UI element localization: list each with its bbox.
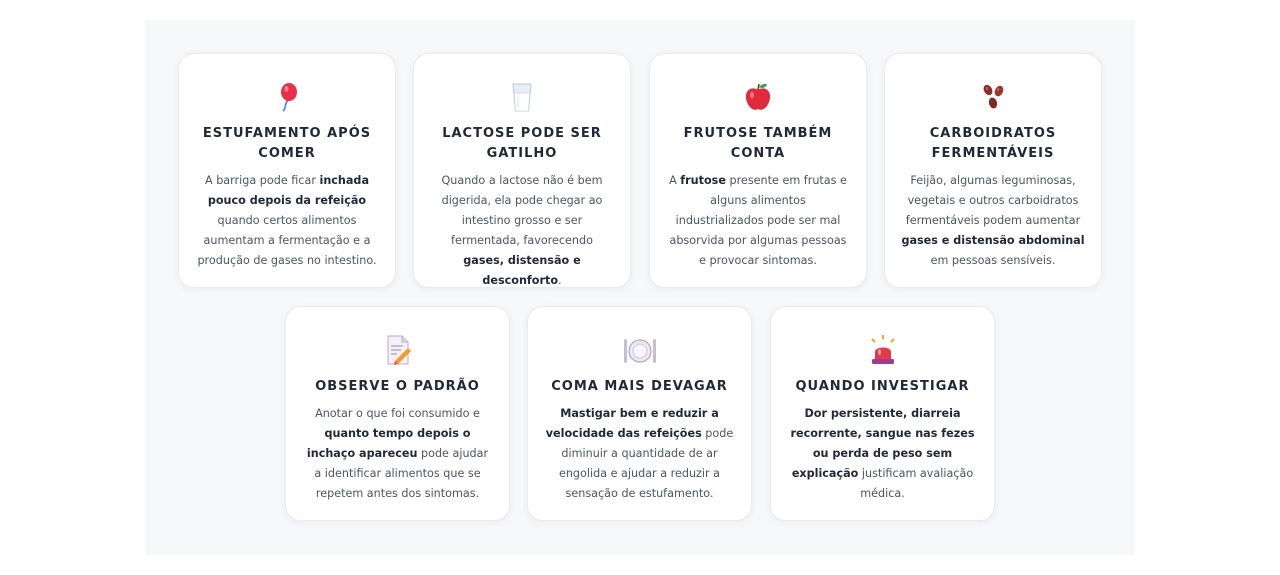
- card-text-segment: Quando a lactose não é bem digerida, ela pode chegar ao intestino grosso e ser fermentada, favorecendo: [441, 174, 603, 247]
- card-text-segment: em pessoas sensíveis.: [930, 254, 1056, 267]
- card-text-emphasis: Dor persistente, diarreia recorrente, sangue nas fezes ou perda de peso sem explicação: [790, 407, 975, 480]
- card-coma-devagar: [527, 306, 752, 521]
- card-quando-investigar: [770, 306, 995, 521]
- card-title: COMA MAIS DEVAGAR: [551, 379, 728, 394]
- card-text-emphasis: gases, distensão e desconforto: [463, 254, 581, 287]
- card-observe: [285, 306, 510, 521]
- card-frutose: [649, 53, 867, 288]
- card-title: OBSERVE O PADRÃO: [315, 379, 480, 394]
- card-text-emphasis: inchada pouco depois da refeição: [207, 174, 369, 207]
- card-text-emphasis: quanto tempo depois o inchaço apareceu: [306, 427, 471, 460]
- card-title: QUANDO INVESTIGAR: [795, 379, 970, 394]
- card-text-segment: presente em frutas e alguns alimentos industrializados pode ser mal absorvida por algumas pessoas e provocar sintomas.: [669, 174, 847, 267]
- card-text-segment: pode diminuir a quantidade de ar engolida e ajudar a reduzir a sensação de estufamento.: [558, 427, 734, 500]
- apple-icon: [742, 81, 774, 113]
- card-text-segment: pode ajudar a identificar alimentos que se repetem antes dos sintomas.: [314, 447, 489, 500]
- card-text: [666, 171, 850, 271]
- balloon-icon: [271, 81, 303, 113]
- card-text: [901, 171, 1085, 271]
- milk-glass-icon: [506, 81, 538, 113]
- plate-cutlery-icon: [624, 334, 656, 366]
- card-text: [430, 171, 614, 291]
- card-text: [787, 404, 978, 504]
- card-text-segment: .: [558, 274, 562, 287]
- card-title: FRUTOSE TAMBÉM CONTA: [683, 126, 833, 161]
- card-estufamento: [178, 53, 396, 288]
- card-text-emphasis: gases e distensão abdominal: [901, 234, 1085, 247]
- beans-icon: [977, 81, 1009, 113]
- card-title: ESTUFAMENTO APÓS COMER: [202, 126, 372, 161]
- card-text-segment: quando certos alimentos aumentam a fermentação e a produção de gases no intestino.: [197, 214, 377, 267]
- card-text: [544, 404, 735, 504]
- card-text-segment: A: [669, 174, 681, 187]
- card-text-segment: Feijão, algumas leguminosas, vegetais e outros carboidratos fermentáveis podem aumentar: [905, 174, 1081, 227]
- card-title: CARBOIDRATOS FERMENTÁVEIS: [929, 126, 1057, 161]
- card-lactose: [413, 53, 631, 288]
- memo-icon: [382, 334, 414, 366]
- card-title: LACTOSE PODE SER GATILHO: [442, 126, 602, 161]
- card-text-segment: Anotar o que foi consumido e: [315, 407, 480, 420]
- card-text: [302, 404, 493, 504]
- siren-icon: [867, 334, 899, 366]
- card-text: [195, 171, 379, 271]
- card-carboidratos: [884, 53, 1102, 288]
- card-text-emphasis: Mastigar bem e reduzir a velocidade das refeições: [545, 407, 719, 440]
- card-text-segment: justificam avaliação médica.: [858, 467, 974, 500]
- card-text-segment: A barriga pode ficar: [204, 174, 320, 187]
- card-text-emphasis: frutose: [680, 174, 726, 187]
